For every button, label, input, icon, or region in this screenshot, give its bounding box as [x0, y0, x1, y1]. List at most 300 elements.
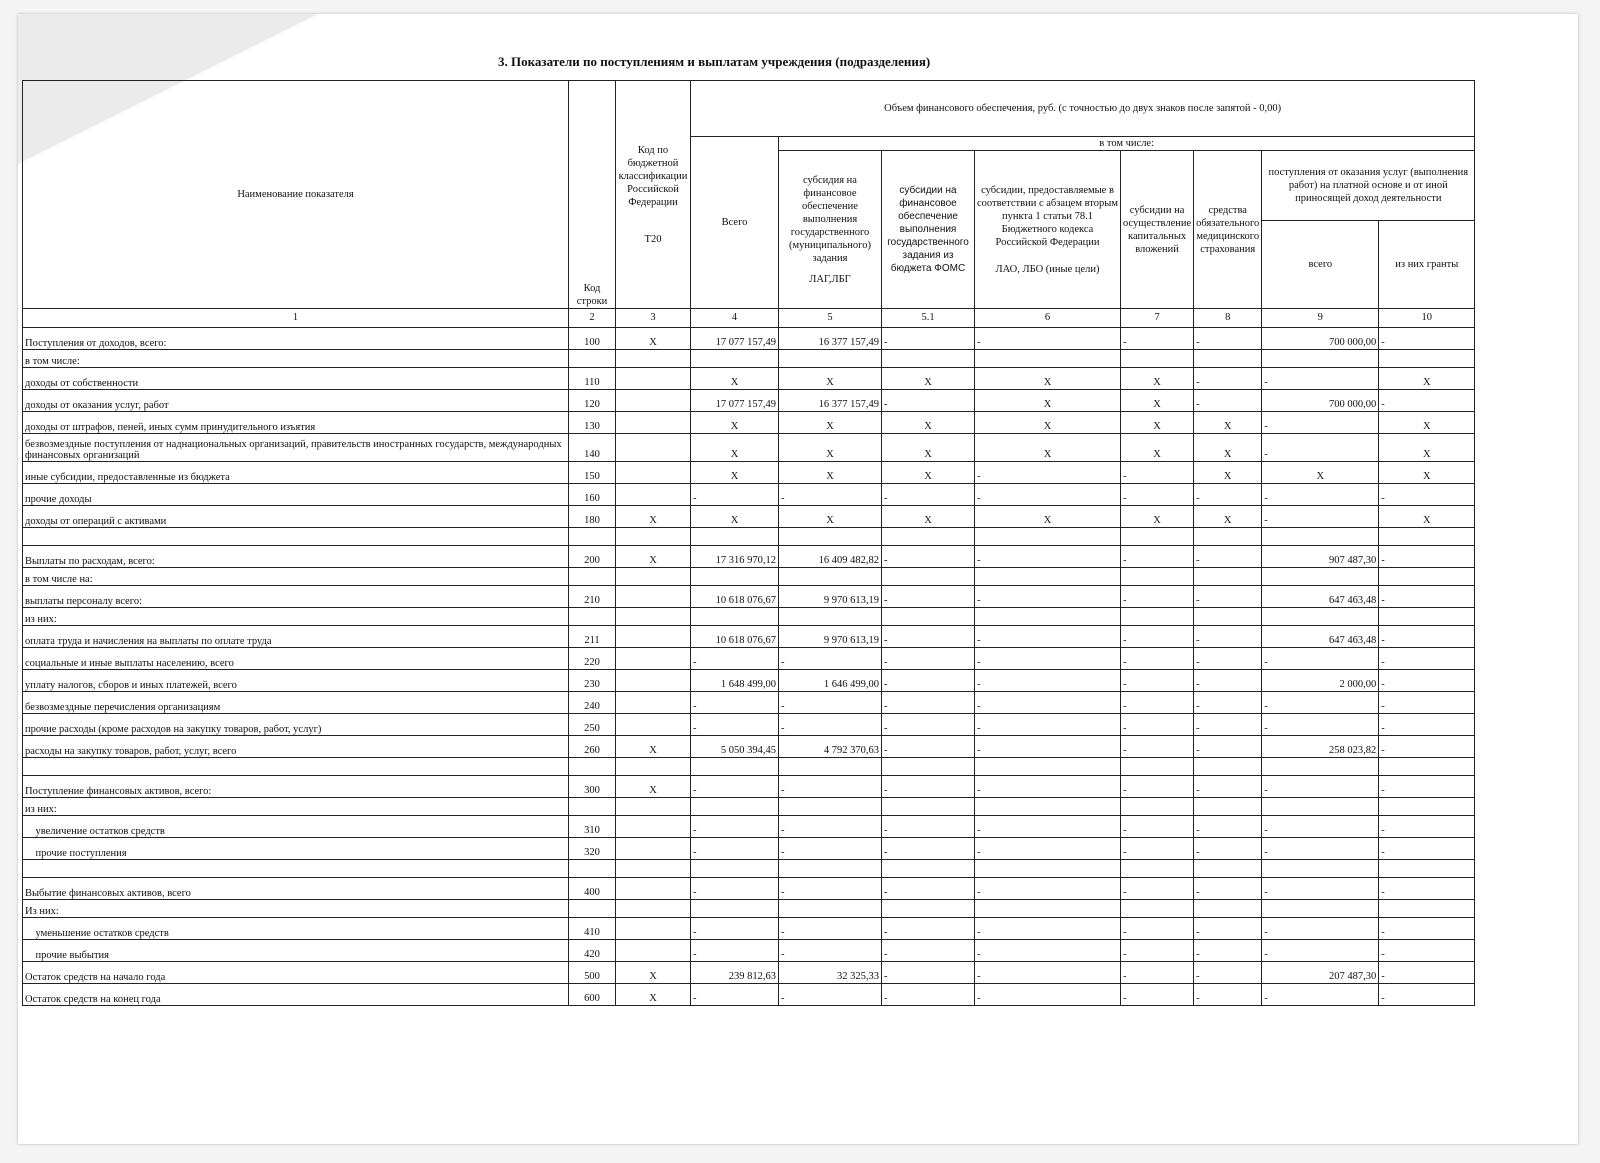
column-number: 5.1	[882, 309, 975, 328]
value-cell: -	[975, 648, 1121, 670]
table-row	[23, 918, 1475, 940]
value-cell: -	[975, 328, 1121, 350]
value-cell: X	[882, 412, 975, 434]
value-cell: -	[1194, 670, 1262, 692]
row-name: безвозмездные поступления от наднациональных организаций, правительств иностранных государств, международных финансовых организаций	[23, 434, 569, 462]
row-name	[23, 860, 569, 878]
value-cell: 4 792 370,63	[779, 736, 882, 758]
header-kbk	[616, 81, 691, 309]
value-cell	[691, 528, 779, 546]
value-cell	[779, 528, 882, 546]
value-cell: -	[1194, 878, 1262, 900]
value-cell: -	[975, 838, 1121, 860]
value-cell: X	[1379, 434, 1475, 462]
row-code: 200	[569, 546, 616, 568]
value-cell: -	[1194, 736, 1262, 758]
column-number: 2	[569, 309, 616, 328]
row-name: из них:	[23, 608, 569, 626]
value-cell	[616, 648, 691, 670]
value-cell: -	[691, 918, 779, 940]
value-cell: 1 646 499,00	[779, 670, 882, 692]
value-cell: -	[779, 878, 882, 900]
row-code	[569, 568, 616, 586]
value-cell: -	[1379, 586, 1475, 608]
value-cell: -	[1379, 984, 1475, 1006]
value-cell: -	[1194, 962, 1262, 984]
value-cell: -	[975, 984, 1121, 1006]
row-name: Остаток средств на начало года	[23, 962, 569, 984]
table-row	[23, 484, 1475, 506]
row-code: 230	[569, 670, 616, 692]
value-cell: -	[1194, 816, 1262, 838]
value-cell: -	[882, 918, 975, 940]
table-row	[23, 390, 1475, 412]
value-cell: -	[1121, 484, 1194, 506]
value-cell	[975, 758, 1121, 776]
value-cell: -	[779, 918, 882, 940]
row-name	[23, 758, 569, 776]
value-cell: -	[1379, 692, 1475, 714]
row-code	[569, 860, 616, 878]
value-cell: -	[975, 816, 1121, 838]
value-cell: -	[779, 838, 882, 860]
value-cell	[1262, 860, 1379, 878]
value-cell	[1194, 350, 1262, 368]
row-name: Выбытие финансовых активов, всего	[23, 878, 569, 900]
table-row	[23, 412, 1475, 434]
column-number: 10	[1379, 309, 1475, 328]
value-cell	[616, 484, 691, 506]
value-cell	[882, 860, 975, 878]
value-cell: -	[882, 940, 975, 962]
value-cell	[616, 838, 691, 860]
value-cell	[1379, 608, 1475, 626]
value-cell: -	[975, 692, 1121, 714]
value-cell: -	[691, 648, 779, 670]
row-code: 300	[569, 776, 616, 798]
value-cell	[616, 692, 691, 714]
value-cell: X	[975, 434, 1121, 462]
section-title: 3. Показатели по поступлениям и выплатам учреждения (подразделения)	[498, 54, 931, 69]
header-kbk-code: Т20	[644, 233, 662, 245]
value-cell	[975, 798, 1121, 816]
value-cell: -	[882, 838, 975, 860]
header-row-code: Код строки	[569, 81, 616, 309]
value-cell	[1121, 568, 1194, 586]
value-cell: -	[779, 648, 882, 670]
value-cell: -	[975, 546, 1121, 568]
value-cell: 2 000,00	[1262, 670, 1379, 692]
value-cell: 16 377 157,49	[779, 328, 882, 350]
value-cell: -	[1121, 736, 1194, 758]
value-cell: -	[1194, 692, 1262, 714]
table-row	[23, 506, 1475, 528]
table-row	[23, 984, 1475, 1006]
value-cell	[1262, 798, 1379, 816]
table-row	[23, 736, 1475, 758]
value-cell: -	[1194, 586, 1262, 608]
row-name: Остаток средств на конец года	[23, 984, 569, 1006]
value-cell	[616, 434, 691, 462]
value-cell: -	[975, 736, 1121, 758]
value-cell	[691, 758, 779, 776]
value-cell: -	[779, 692, 882, 714]
value-cell: -	[975, 918, 1121, 940]
value-cell: -	[882, 648, 975, 670]
table-row	[23, 568, 1475, 586]
value-cell: -	[779, 714, 882, 736]
row-name: прочие поступления	[23, 838, 569, 860]
value-cell: X	[1121, 434, 1194, 462]
row-code: 211	[569, 626, 616, 648]
value-cell: -	[975, 586, 1121, 608]
value-cell: -	[975, 878, 1121, 900]
row-name: из них:	[23, 798, 569, 816]
value-cell: X	[779, 506, 882, 528]
value-cell: -	[691, 878, 779, 900]
value-cell	[779, 860, 882, 878]
value-cell: X	[1379, 462, 1475, 484]
value-cell	[691, 860, 779, 878]
value-cell	[1379, 900, 1475, 918]
value-cell	[1194, 758, 1262, 776]
table-row	[23, 798, 1475, 816]
value-cell: -	[1379, 328, 1475, 350]
value-cell	[779, 608, 882, 626]
value-cell	[616, 714, 691, 736]
row-code: 180	[569, 506, 616, 528]
value-cell: X	[1121, 390, 1194, 412]
value-cell: X	[779, 462, 882, 484]
value-cell: -	[882, 714, 975, 736]
value-cell: X	[616, 962, 691, 984]
table-row	[23, 528, 1475, 546]
value-cell	[616, 878, 691, 900]
value-cell: -	[1194, 368, 1262, 390]
header-including: в том числе:	[779, 137, 1475, 151]
value-cell	[882, 758, 975, 776]
value-cell	[616, 390, 691, 412]
value-cell	[1194, 568, 1262, 586]
value-cell: -	[1194, 984, 1262, 1006]
row-code: 150	[569, 462, 616, 484]
row-code	[569, 798, 616, 816]
header-col6-label: субсидии, предоставляемые в соответствии с абзацем вторым пункта 1 статьи 78.1 Бюджетного кодекса Российской Федерации	[977, 184, 1118, 248]
value-cell: -	[1121, 940, 1194, 962]
value-cell: -	[1379, 736, 1475, 758]
value-cell: X	[882, 368, 975, 390]
value-cell: X	[1379, 506, 1475, 528]
value-cell	[1194, 528, 1262, 546]
value-cell: 207 487,30	[1262, 962, 1379, 984]
value-cell: -	[882, 484, 975, 506]
value-cell	[975, 350, 1121, 368]
value-cell: -	[1262, 368, 1379, 390]
value-cell: X	[1121, 412, 1194, 434]
value-cell	[975, 608, 1121, 626]
value-cell: 10 618 076,67	[691, 626, 779, 648]
value-cell: -	[1379, 648, 1475, 670]
header-col10: из них гранты	[1379, 221, 1475, 309]
value-cell: -	[1262, 692, 1379, 714]
value-cell	[616, 940, 691, 962]
value-cell: -	[691, 816, 779, 838]
row-code: 400	[569, 878, 616, 900]
value-cell: -	[1194, 648, 1262, 670]
row-name: доходы от оказания услуг, работ	[23, 390, 569, 412]
row-name: иные субсидии, предоставленные из бюджета	[23, 462, 569, 484]
value-cell: -	[975, 714, 1121, 736]
value-cell: X	[882, 462, 975, 484]
value-cell	[1194, 798, 1262, 816]
value-cell: -	[1194, 626, 1262, 648]
row-code: 130	[569, 412, 616, 434]
row-name	[23, 528, 569, 546]
row-code: 120	[569, 390, 616, 412]
value-cell: -	[975, 670, 1121, 692]
table-row	[23, 328, 1475, 350]
value-cell	[616, 412, 691, 434]
value-cell: -	[882, 736, 975, 758]
row-code: 410	[569, 918, 616, 940]
value-cell: -	[1262, 838, 1379, 860]
value-cell: 9 970 613,19	[779, 586, 882, 608]
value-cell: -	[779, 984, 882, 1006]
value-cell: -	[1194, 546, 1262, 568]
value-cell: 907 487,30	[1262, 546, 1379, 568]
column-number: 1	[23, 309, 569, 328]
header-indicator-name: Наименование показателя	[23, 81, 569, 309]
value-cell	[616, 900, 691, 918]
row-name: доходы от штрафов, пеней, иных сумм принудительного изъятия	[23, 412, 569, 434]
value-cell	[1121, 900, 1194, 918]
value-cell: -	[1262, 434, 1379, 462]
value-cell: X	[1194, 462, 1262, 484]
value-cell: 16 377 157,49	[779, 390, 882, 412]
table-row	[23, 816, 1475, 838]
value-cell: -	[1262, 776, 1379, 798]
value-cell	[975, 900, 1121, 918]
value-cell: -	[691, 692, 779, 714]
value-cell: -	[1379, 714, 1475, 736]
value-cell: -	[1194, 918, 1262, 940]
header-kbk-label: Код по бюджетной классификации Российской Федерации	[618, 144, 688, 208]
value-cell: -	[1262, 412, 1379, 434]
value-cell	[882, 900, 975, 918]
value-cell: -	[1379, 546, 1475, 568]
value-cell	[1379, 758, 1475, 776]
value-cell: -	[1121, 878, 1194, 900]
value-cell: X	[1194, 506, 1262, 528]
row-name: Выплаты по расходам, всего:	[23, 546, 569, 568]
value-cell: -	[691, 838, 779, 860]
value-cell: -	[1262, 506, 1379, 528]
value-cell: -	[779, 484, 882, 506]
row-name: уплату налогов, сборов и иных платежей, всего	[23, 670, 569, 692]
table-row	[23, 692, 1475, 714]
value-cell: -	[779, 816, 882, 838]
value-cell	[616, 608, 691, 626]
value-cell: -	[1379, 670, 1475, 692]
value-cell	[1379, 860, 1475, 878]
value-cell: -	[1379, 838, 1475, 860]
table-row	[23, 648, 1475, 670]
value-cell: -	[1379, 484, 1475, 506]
value-cell: -	[779, 940, 882, 962]
value-cell	[779, 568, 882, 586]
value-cell: 32 325,33	[779, 962, 882, 984]
value-cell: X	[1379, 412, 1475, 434]
value-cell	[1262, 758, 1379, 776]
value-cell	[882, 798, 975, 816]
value-cell	[691, 798, 779, 816]
value-cell: -	[1121, 962, 1194, 984]
value-cell	[616, 586, 691, 608]
header-col9-group: поступления от оказания услуг (выполнения работ) на платной основе и от иной приносящей доход деятельности	[1262, 151, 1475, 221]
value-cell: -	[1262, 918, 1379, 940]
value-cell: -	[1194, 714, 1262, 736]
value-cell: -	[1121, 776, 1194, 798]
value-cell: 5 050 394,45	[691, 736, 779, 758]
column-numbers-row	[23, 309, 1475, 328]
column-number: 6	[975, 309, 1121, 328]
column-number: 3	[616, 309, 691, 328]
value-cell: X	[779, 368, 882, 390]
value-cell: X	[1379, 368, 1475, 390]
value-cell	[1121, 608, 1194, 626]
table-row	[23, 462, 1475, 484]
value-cell: -	[882, 692, 975, 714]
table-row	[23, 878, 1475, 900]
row-code	[569, 758, 616, 776]
row-code: 600	[569, 984, 616, 1006]
value-cell	[1194, 860, 1262, 878]
value-cell: 647 463,48	[1262, 586, 1379, 608]
row-name: доходы от операций с активами	[23, 506, 569, 528]
value-cell: X	[616, 736, 691, 758]
value-cell: -	[882, 328, 975, 350]
value-cell: -	[691, 940, 779, 962]
row-name: выплаты персоналу всего:	[23, 586, 569, 608]
value-cell: 10 618 076,67	[691, 586, 779, 608]
value-cell	[616, 626, 691, 648]
value-cell: X	[975, 506, 1121, 528]
table-row	[23, 776, 1475, 798]
value-cell: -	[1121, 648, 1194, 670]
row-code: 240	[569, 692, 616, 714]
value-cell: -	[882, 878, 975, 900]
value-cell: X	[691, 434, 779, 462]
row-name: доходы от собственности	[23, 368, 569, 390]
row-name: прочие расходы (кроме расходов на закупку товаров, работ, услуг)	[23, 714, 569, 736]
table-row	[23, 900, 1475, 918]
indicators-table	[22, 80, 1475, 1006]
value-cell	[1262, 608, 1379, 626]
column-number: 8	[1194, 309, 1262, 328]
value-cell: -	[1194, 390, 1262, 412]
row-name: в том числе на:	[23, 568, 569, 586]
row-code: 250	[569, 714, 616, 736]
header-total: Всего	[691, 137, 779, 309]
table-row	[23, 962, 1475, 984]
row-code: 420	[569, 940, 616, 962]
value-cell	[1262, 900, 1379, 918]
value-cell: -	[1121, 838, 1194, 860]
value-cell: -	[1379, 776, 1475, 798]
value-cell	[616, 568, 691, 586]
value-cell: -	[779, 776, 882, 798]
row-name: Поступления от доходов, всего:	[23, 328, 569, 350]
value-cell: 700 000,00	[1262, 328, 1379, 350]
value-cell: 239 812,63	[691, 962, 779, 984]
row-name: социальные и иные выплаты населению, всего	[23, 648, 569, 670]
value-cell: -	[882, 390, 975, 412]
row-code: 500	[569, 962, 616, 984]
row-code: 110	[569, 368, 616, 390]
value-cell: X	[975, 368, 1121, 390]
table-row	[23, 368, 1475, 390]
value-cell: X	[691, 506, 779, 528]
value-cell: X	[691, 462, 779, 484]
value-cell: 9 970 613,19	[779, 626, 882, 648]
value-cell	[1121, 798, 1194, 816]
value-cell	[1379, 528, 1475, 546]
value-cell: -	[1121, 670, 1194, 692]
table-row	[23, 626, 1475, 648]
value-cell: X	[616, 776, 691, 798]
value-cell	[779, 798, 882, 816]
value-cell	[779, 900, 882, 918]
value-cell	[616, 368, 691, 390]
value-cell	[691, 900, 779, 918]
row-code: 220	[569, 648, 616, 670]
column-number: 7	[1121, 309, 1194, 328]
header-col6	[975, 151, 1121, 309]
row-code	[569, 350, 616, 368]
value-cell: -	[1121, 626, 1194, 648]
table-row	[23, 714, 1475, 736]
value-cell: -	[1379, 626, 1475, 648]
value-cell: -	[882, 984, 975, 1006]
value-cell: -	[882, 626, 975, 648]
value-cell: -	[1262, 648, 1379, 670]
value-cell: X	[1121, 506, 1194, 528]
row-code: 320	[569, 838, 616, 860]
value-cell: X	[1121, 368, 1194, 390]
row-name: Из них:	[23, 900, 569, 918]
row-name: уменьшение остатков средств	[23, 918, 569, 940]
value-cell: -	[1121, 984, 1194, 1006]
value-cell: -	[1262, 878, 1379, 900]
value-cell	[616, 918, 691, 940]
table-row	[23, 608, 1475, 626]
value-cell: 700 000,00	[1262, 390, 1379, 412]
value-cell: -	[882, 962, 975, 984]
value-cell: X	[975, 412, 1121, 434]
value-cell: X	[779, 412, 882, 434]
value-cell: 17 316 970,12	[691, 546, 779, 568]
value-cell: -	[1379, 878, 1475, 900]
row-name: расходы на закупку товаров, работ, услуг, всего	[23, 736, 569, 758]
value-cell: -	[1379, 390, 1475, 412]
value-cell	[1121, 758, 1194, 776]
value-cell: -	[882, 586, 975, 608]
value-cell: X	[1194, 434, 1262, 462]
row-name: прочие доходы	[23, 484, 569, 506]
value-cell: -	[1262, 940, 1379, 962]
value-cell: -	[975, 626, 1121, 648]
value-cell: -	[1379, 962, 1475, 984]
